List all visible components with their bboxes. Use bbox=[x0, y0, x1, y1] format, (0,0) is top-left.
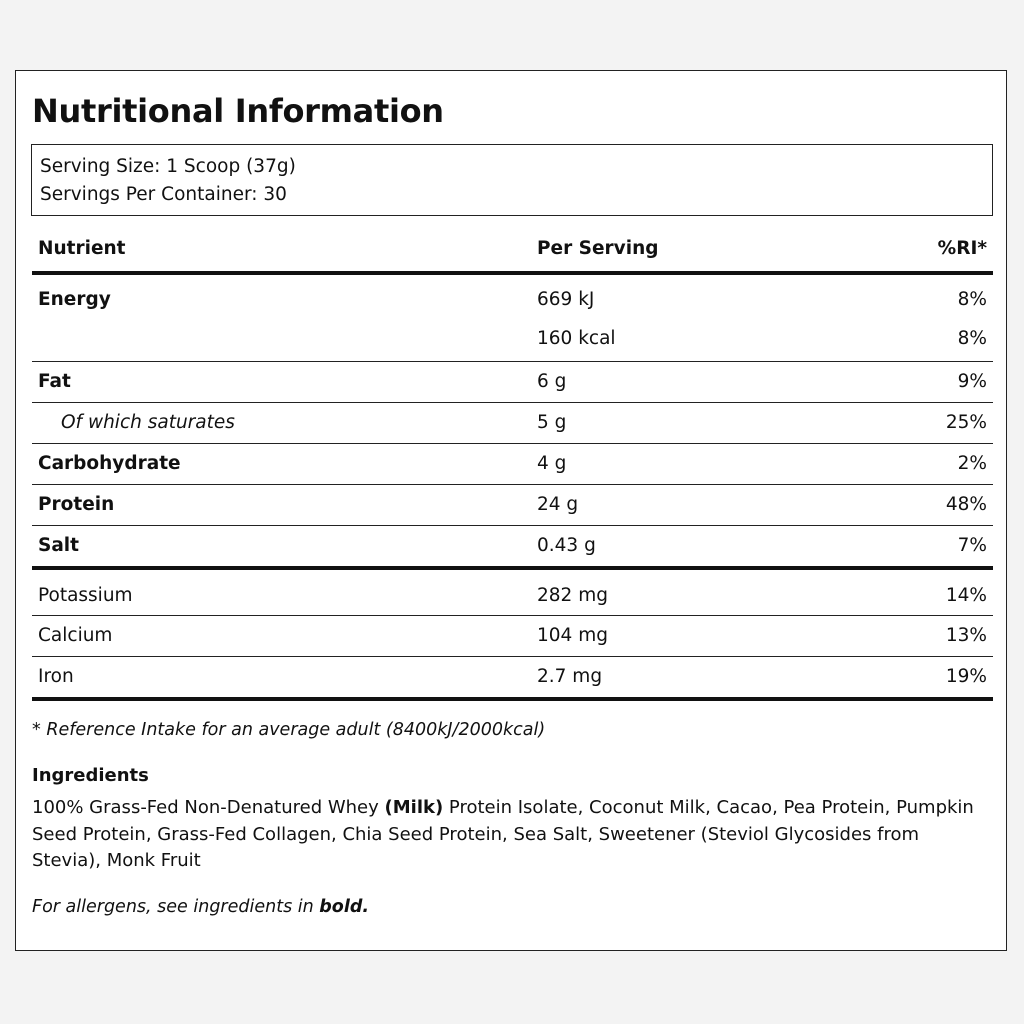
table-row-salt bbox=[32, 526, 993, 570]
nutrient-ri: 13% bbox=[945, 625, 987, 646]
allergen-note-text: For allergens, see ingredients in bbox=[32, 897, 320, 917]
table-row-carbohydrate bbox=[32, 444, 993, 485]
ri-footnote: * Reference Intake for an average adult (8400kJ/2000kcal) bbox=[32, 720, 546, 740]
nutrition-panel bbox=[15, 70, 1007, 951]
nutrient-name: Fat bbox=[38, 371, 71, 392]
nutrient-value: 5 g bbox=[537, 412, 567, 433]
header-per-serving: Per Serving bbox=[537, 238, 659, 259]
nutrient-ri: 8% bbox=[957, 328, 987, 349]
nutrient-ri: 8% bbox=[957, 289, 987, 310]
nutrient-name: Carbohydrate bbox=[38, 453, 181, 474]
table-row-energy-kj bbox=[32, 275, 993, 320]
table-row-fat bbox=[32, 362, 993, 403]
serving-info-box bbox=[31, 144, 993, 216]
nutrient-ri: 25% bbox=[945, 412, 987, 433]
header-ri: %RI* bbox=[937, 238, 987, 259]
table-row-calcium bbox=[32, 616, 993, 657]
ingredients-text bbox=[32, 795, 977, 875]
nutrient-name: Calcium bbox=[38, 625, 113, 646]
nutrient-value: 24 g bbox=[537, 494, 579, 515]
table-row-saturates bbox=[32, 403, 993, 444]
allergen-note-bold: bold. bbox=[319, 897, 370, 917]
allergen-milk: (Milk) bbox=[384, 797, 444, 818]
nutrient-name: Potassium bbox=[38, 585, 133, 606]
nutrient-ri: 2% bbox=[957, 453, 987, 474]
nutrient-ri: 19% bbox=[945, 666, 987, 687]
ingredients-text-rest: Protein Isolate, Coconut Milk, Cacao, Pea Protein, Pumpkin Seed Protein, Grass-Fed Collagen, Chia Seed Protein, Sea Salt, Sweetener (Steviol Glycosides from Stevia), Monk Fruit bbox=[32, 797, 974, 871]
nutrient-value: 104 mg bbox=[537, 625, 608, 646]
ingredients-text-start: 100% Grass-Fed Non-Denatured Whey bbox=[32, 797, 385, 818]
table-row-energy-kcal bbox=[32, 320, 993, 362]
nutrient-value: 282 mg bbox=[537, 585, 608, 606]
nutrient-name: Protein bbox=[38, 494, 115, 515]
nutrient-ri: 14% bbox=[945, 585, 987, 606]
table-row-potassium bbox=[32, 570, 993, 616]
nutrition-table bbox=[32, 226, 993, 701]
nutrient-ri: 7% bbox=[957, 535, 987, 556]
servings-per-container: Servings Per Container: 30 bbox=[40, 184, 287, 205]
page-title: Nutritional Information bbox=[32, 92, 444, 130]
allergen-note bbox=[32, 893, 369, 921]
nutrient-name: Of which saturates bbox=[61, 412, 235, 433]
header-nutrient: Nutrient bbox=[38, 238, 126, 259]
table-header bbox=[32, 226, 993, 275]
nutrient-value: 2.7 mg bbox=[537, 666, 603, 687]
nutrient-value: 4 g bbox=[537, 453, 567, 474]
nutrient-name: Salt bbox=[38, 535, 79, 556]
table-row-protein bbox=[32, 485, 993, 526]
nutrient-ri: 48% bbox=[945, 494, 987, 515]
nutrient-name: Iron bbox=[38, 666, 74, 687]
nutrient-value: 0.43 g bbox=[537, 535, 596, 556]
nutrient-value: 160 kcal bbox=[537, 328, 616, 349]
nutrient-value: 669 kJ bbox=[537, 289, 595, 310]
serving-size: Serving Size: 1 Scoop (37g) bbox=[40, 156, 296, 177]
ingredients-heading: Ingredients bbox=[32, 765, 149, 786]
nutrient-ri: 9% bbox=[957, 371, 987, 392]
nutrient-value: 6 g bbox=[537, 371, 567, 392]
nutrient-name: Energy bbox=[38, 289, 111, 310]
table-row-iron bbox=[32, 657, 993, 701]
